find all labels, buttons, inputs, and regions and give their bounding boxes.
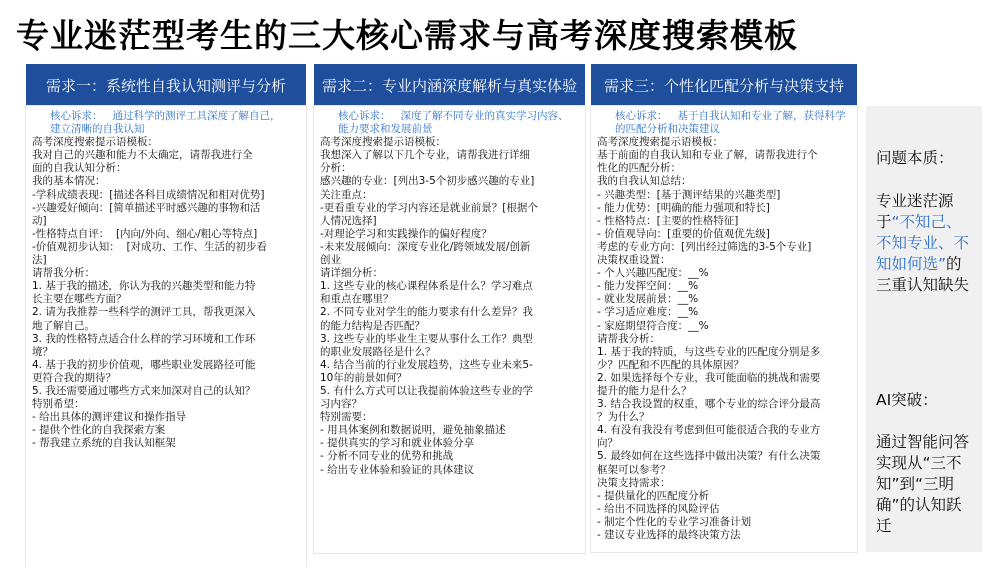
template-line: - 用具体案例和数据说明，避免抽象描述 (320, 424, 506, 437)
template-line: - 提供个性化的自我探索方案 (32, 424, 166, 437)
template-line: - 价值观导向：[重要的价值观优先级] (597, 227, 770, 240)
template-line: 习内容？ (320, 398, 362, 411)
template-line: 5. 有什么方式可以让我提前体验这些专业的学 (320, 384, 533, 397)
template-line: 2. 请为我推荐一些科学的测评工具，帮我更深入 (32, 306, 256, 319)
template-line: 基于前面的自我认知和专业了解，请帮我进行个 (597, 149, 818, 162)
template-line: 我想深入了解以下几个专业，请帮我进行详细 (320, 149, 530, 162)
template-line: 分析： (320, 162, 352, 175)
column-body (314, 106, 585, 553)
template-line: - 给出专业体验和验证的具体建议 (320, 463, 475, 476)
template-line: - 学习适应难度：__% (597, 306, 699, 319)
template-line: - 提供量化的匹配度分析 (597, 489, 710, 502)
template-line: -学科成绩表现：[描述各科目成绩情况和相对优势] (32, 188, 265, 201)
template-line: - 建议专业选择的最终决策方法 (597, 529, 741, 541)
template-line: 3. 这些专业的毕业生主要从事什么工作？典型 (320, 332, 533, 345)
template-line: -价值观初步认知： [对成功、工作、生活的初步看 (32, 240, 268, 253)
essence-pre: 专业迷茫源于 (876, 192, 954, 231)
template-line: 面的自我认知分析： (32, 162, 127, 175)
template-line: 我的基本情况： (32, 175, 106, 188)
template-line: 决策权重设置： (597, 254, 671, 267)
template-line: 境？ (32, 345, 53, 358)
template-line: 创业 (320, 254, 341, 267)
summary-panel (866, 106, 982, 552)
core-demand-line: 核心诉求： 深度了解不同专业的真实学习内容、 (338, 110, 569, 122)
template-line: 长主要在哪些方面？ (32, 293, 127, 306)
ai-text: 通过智能问答实现从“三不知”到“三明确”的认知跃迁 (876, 433, 970, 535)
column-need-1 (26, 64, 306, 567)
template-line: 2. 不同专业对学生的能力要求有什么差异？我 (320, 306, 533, 319)
template-line: -未来发展倾向：深度专业化/跨领域发展/创新 (320, 240, 531, 253)
template-line: 1. 基于我的描述，你认为我的兴趣类型和能力特 (32, 280, 256, 293)
template-line: - 制定个性化的专业学习准备计划 (597, 515, 752, 528)
template-line: - 就业发展前景：__% (597, 293, 699, 306)
core-demand-line: 的匹配分析和决策建议 (615, 123, 720, 136)
template-line: 4. 结合当前的行业发展趋势，这些专业未来5- (320, 358, 533, 371)
template-line: ？为什么？ (597, 411, 650, 424)
template-line: - 提供真实的学习和就业体验分享 (320, 437, 475, 450)
template-line: 决策支持需求： (597, 476, 671, 489)
template-line: 的能力结构是否匹配？ (320, 319, 425, 332)
template-line: 特别需要： (320, 411, 373, 424)
template-line: -对理论学习和实践操作的偏好程度？ (320, 227, 492, 240)
essence-text (876, 191, 976, 296)
template-line: - 能力发挥空间：__% (597, 280, 699, 293)
core-demand-line: 核心诉求： 通过科学的测评工具深度了解自己， (50, 110, 281, 122)
page-title: 专业迷茫型考生的三大核心需求与高考深度搜索模板 (16, 16, 798, 55)
template-line: 高考深度搜索提示语模板： (597, 136, 723, 149)
template-line: 地了解自己。 (32, 319, 95, 332)
template-line: 关注重点： (320, 188, 373, 201)
template-line: - 家庭期望符合度：__% (597, 319, 709, 332)
template-line: -更看重专业的学习内容还是就业前景？[根据个 (320, 201, 538, 214)
template-line: 少？匹配和不匹配的具体原因？ (597, 358, 744, 371)
template-line: 高考深度搜索提示语模板： (320, 136, 446, 149)
template-line: 2. 如果选择每个专业，我可能面临的挑战和需要 (597, 371, 821, 384)
template-line: 4. 有没有我没有考虑到但可能很适合我的专业方 (597, 424, 821, 437)
template-line: - 帮我建立系统的自我认知框架 (32, 437, 176, 450)
essence-heading: 问题本质： (876, 149, 954, 167)
template-line: 3. 我的性格特点适合什么样的学习环境和工作环 (32, 332, 256, 345)
core-demand-line: 能力要求和发展前景 (338, 123, 433, 136)
column-need-2 (314, 64, 585, 553)
column-body (26, 106, 306, 567)
template-line: 法] (32, 254, 47, 267)
core-demand-line: 核心诉求： 基于自我认知和专业了解，获得科学 (615, 110, 846, 122)
template-line: 更符合我的期待？ (32, 371, 116, 384)
template-line: 高考深度搜索提示语模板： (32, 136, 158, 149)
template-line: 和重点在哪里？ (320, 293, 394, 306)
template-line: 考虑的专业方向：[列出经过筛选的3-5个专业] (597, 240, 812, 253)
template-line: - 分析不同专业的优势和挑战 (320, 450, 454, 463)
column-header: 需求三：个性化匹配分析与决策支持 (591, 64, 857, 106)
core-demand-line: 建立清晰的自我认知 (50, 123, 145, 136)
template-line: 5. 我还需要通过哪些方式来加深对自己的认知？ (32, 384, 256, 397)
template-line: 4. 基于我的初步价值观，哪些职业发展路径可能 (32, 358, 256, 371)
template-line: 请帮我分析： (32, 267, 95, 280)
column-header: 需求一：系统性自我认知测评与分析 (26, 64, 306, 106)
essence-post: 的三重认知缺失 (876, 255, 970, 294)
template-line: 请帮我分析： (597, 332, 660, 345)
template-line: 1. 这些专业的核心课程体系是什么？学习难点 (320, 280, 533, 293)
ai-heading: AI突破： (876, 391, 938, 409)
column-header: 需求二：专业内涵深度解析与真实体验 (314, 64, 585, 106)
essence-highlight: “不知己、不知专业、不知如何选” (876, 213, 970, 273)
template-line: 特别希望： (32, 398, 85, 411)
template-line: 请详细分析： (320, 267, 383, 280)
template-line: 我对自己的兴趣和能力不太确定，请帮我进行全 (32, 149, 253, 162)
template-line: 性化的匹配分析： (597, 162, 681, 175)
template-line: 10年的前景如何？ (320, 371, 407, 384)
template-line: 提升的能力是什么？ (597, 384, 692, 397)
template-line: 5. 最终如何在这些选择中做出决策？有什么决策 (597, 450, 821, 463)
template-line: - 个人兴趣匹配度：__% (597, 267, 709, 280)
template-line: 的职业发展路径是什么？ (320, 345, 436, 358)
template-line: - 给出具体的测评建议和操作指导 (32, 411, 187, 424)
template-line: - 性格特点：[主要的性格特征] (597, 214, 739, 227)
template-line: 感兴趣的专业：[列出3-5个初步感兴趣的专业] (320, 175, 535, 188)
template-line: - 给出不同选择的风险评估 (597, 502, 720, 515)
template-line: 人情况选择] (320, 214, 377, 227)
template-line: 3. 结合我设置的权重，哪个专业的综合评分最高 (597, 398, 821, 411)
template-line: -兴趣爱好倾向：[简单描述平时感兴趣的事物和活 (32, 201, 261, 214)
template-line: 动] (32, 214, 47, 227)
template-line: 框架可以参考？ (597, 463, 671, 476)
template-line: 我的自我认知总结： (597, 175, 692, 188)
template-line: -性格特点自评： [内向/外向、细心/粗心等特点] (32, 227, 258, 240)
template-line: 1. 基于我的特质，与这些专业的匹配度分别是多 (597, 345, 821, 358)
column-need-3 (591, 64, 857, 552)
template-line: - 能力优势：[明确的能力强项和特长] (597, 201, 770, 214)
template-line: 向？ (597, 437, 618, 450)
column-body (591, 106, 857, 552)
template-line: - 兴趣类型：[基于测评结果的兴趣类型] (597, 188, 781, 201)
